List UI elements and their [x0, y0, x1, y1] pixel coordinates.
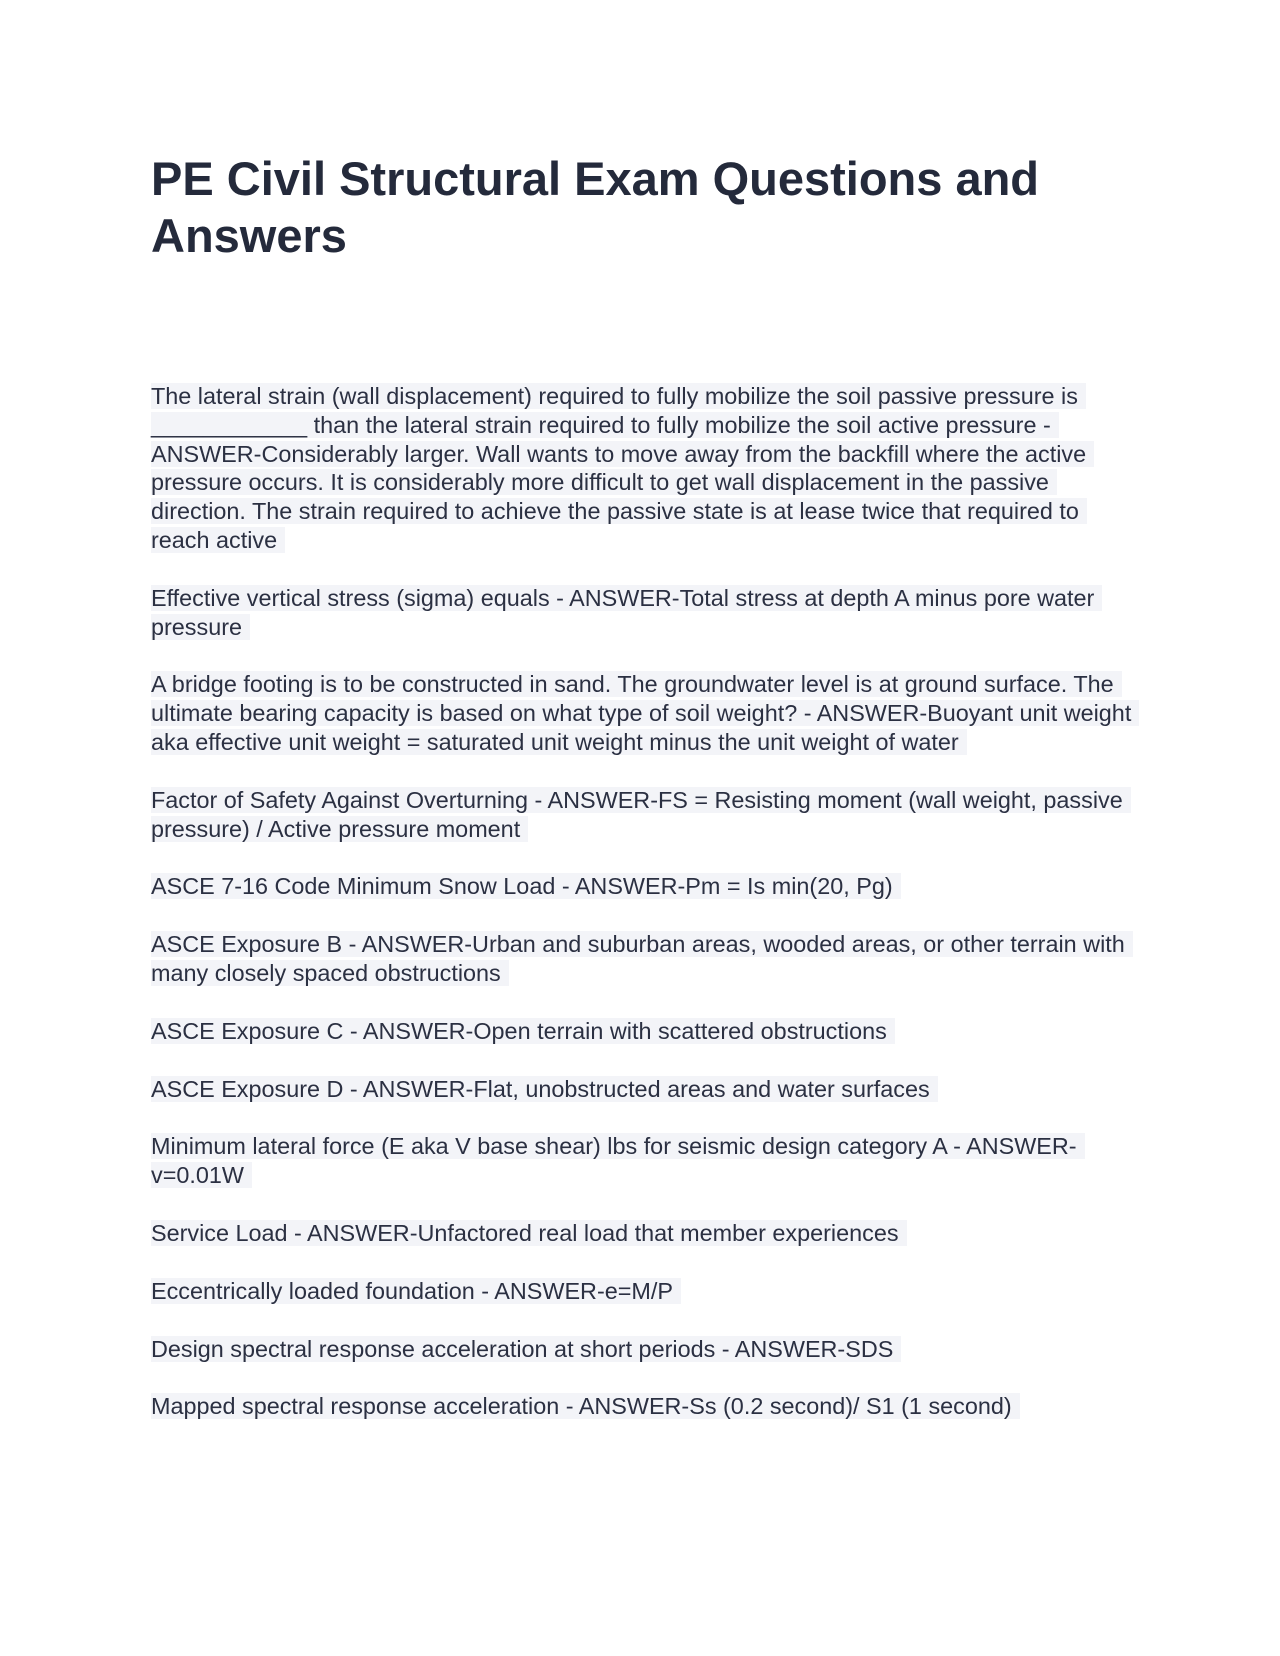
qa-text: ASCE Exposure B - ANSWER-Urban and suburban areas, wooded areas, or other terrain with many closely spaced obstructions	[151, 931, 1133, 986]
qa-item	[151, 1277, 1141, 1306]
qa-item	[151, 670, 1141, 756]
qa-item	[151, 1335, 1141, 1364]
qa-text: ASCE Exposure D - ANSWER-Flat, unobstructed areas and water surfaces	[151, 1076, 938, 1102]
qa-text: ASCE 7-16 Code Minimum Snow Load - ANSWER-Pm = Is min(20, Pg)	[151, 873, 901, 899]
qa-text: ASCE Exposure C - ANSWER-Open terrain with scattered obstructions	[151, 1018, 895, 1044]
qa-item	[151, 786, 1141, 844]
qa-text: Factor of Safety Against Overturning - ANSWER-FS = Resisting moment (wall weight, passive pressure) / Active pressure moment	[151, 787, 1131, 842]
qa-text: Mapped spectral response acceleration - ANSWER-Ss (0.2 second)/ S1 (1 second)	[151, 1393, 1020, 1419]
qa-item	[151, 1392, 1141, 1421]
qa-item	[151, 1017, 1141, 1046]
qa-text: Service Load - ANSWER-Unfactored real load that member experiences	[151, 1220, 907, 1246]
qa-item	[151, 872, 1141, 901]
qa-text: Minimum lateral force (E aka V base shear) lbs for seismic design category A - ANSWER-v=0.01W	[151, 1133, 1085, 1188]
qa-list	[151, 382, 1141, 1450]
qa-text: The lateral strain (wall displacement) required to fully mobilize the soil passive pressure is ____________ than the lateral strain required to fully mobilize the soil active pressure - ANSWER-Considerably larger. Wall wants to move away from the backfill where the active pressure occurs. It is considerably more difficult to get wall displacement in the passive direction. The strain required to achieve the passive state is at lease twice that required to reach active	[151, 383, 1094, 553]
qa-text: Eccentrically loaded foundation - ANSWER-e=M/P	[151, 1278, 681, 1304]
qa-item	[151, 930, 1141, 988]
qa-item	[151, 382, 1141, 555]
qa-text: Design spectral response acceleration at short periods - ANSWER-SDS	[151, 1336, 901, 1362]
document-title: PE Civil Structural Exam Questions and Answers	[151, 152, 1040, 262]
qa-item	[151, 1132, 1141, 1190]
qa-item	[151, 584, 1141, 642]
qa-text: A bridge footing is to be constructed in sand. The groundwater level is at ground surface. The ultimate bearing capacity is based on what type of soil weight? - ANSWER-Buoyant unit weight aka effective unit weight = saturated unit weight minus the unit weight of water	[151, 671, 1139, 755]
qa-item	[151, 1075, 1141, 1104]
qa-text: Effective vertical stress (sigma) equals - ANSWER-Total stress at depth A minus pore water pressure	[151, 585, 1102, 640]
qa-item	[151, 1219, 1141, 1248]
